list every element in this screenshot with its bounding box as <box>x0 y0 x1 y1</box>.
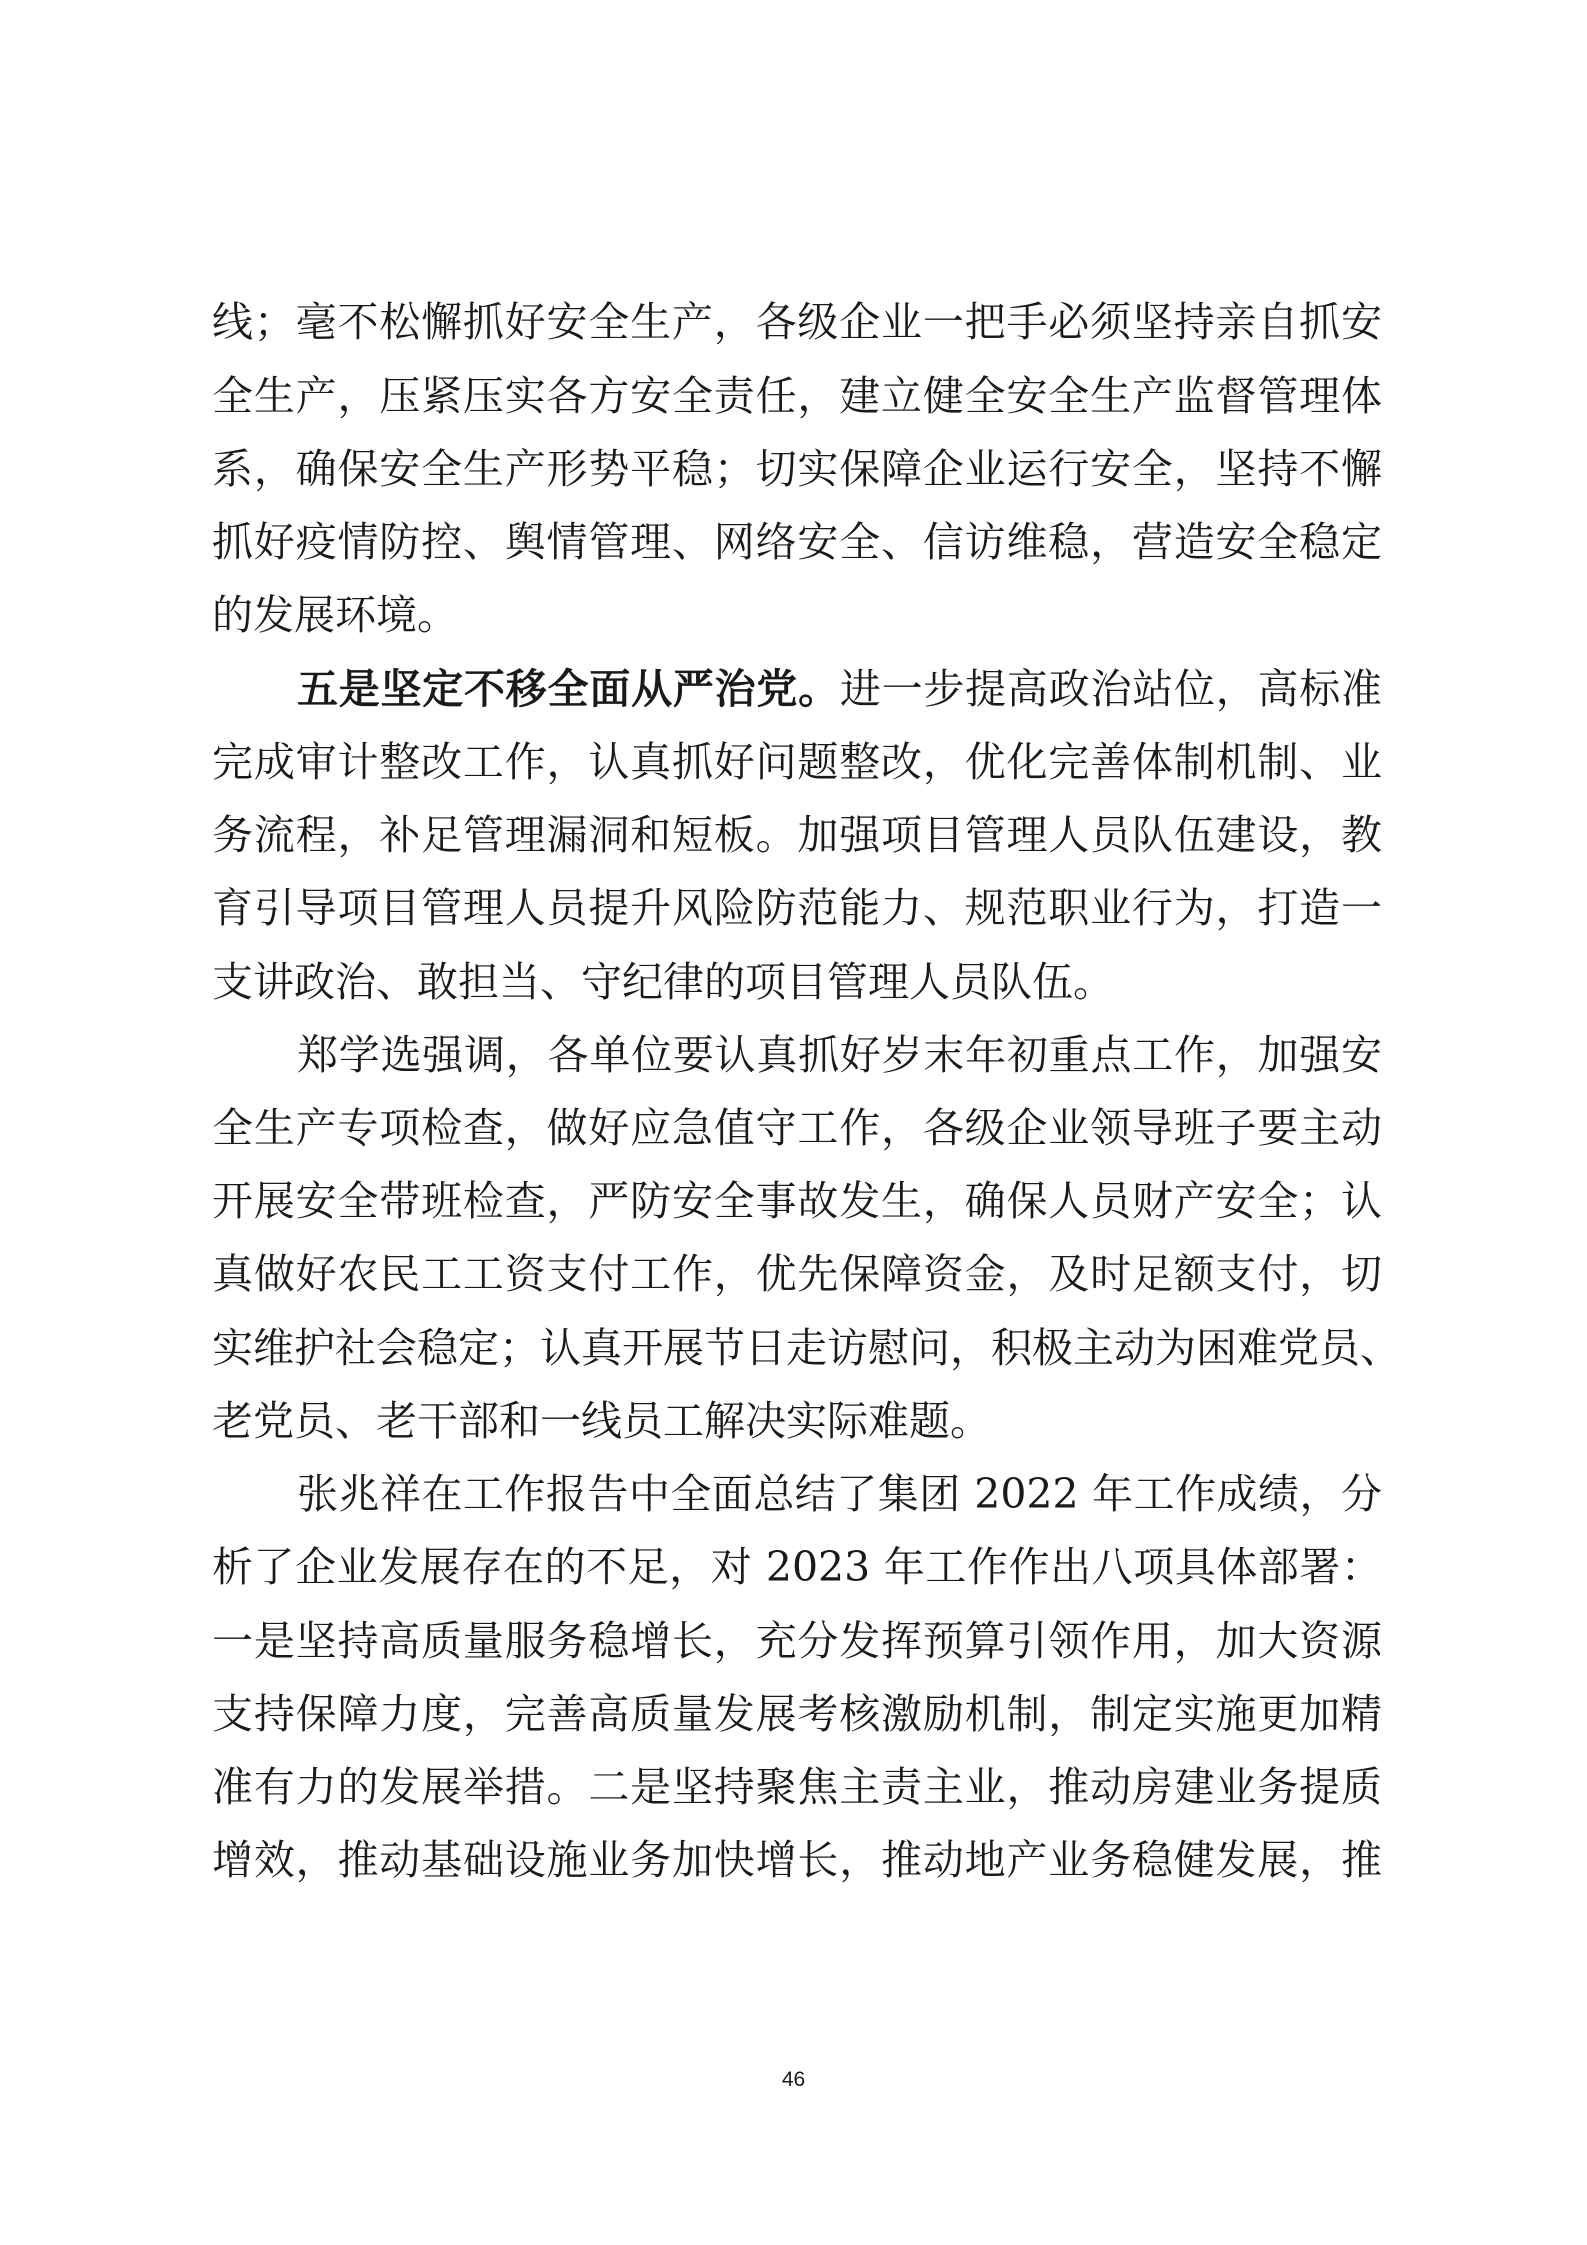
page-number: 46 <box>781 2068 806 2091</box>
text-line: 真做好农民工工资支付工作，优先保障资金，及时足额支付，切 <box>212 1250 1382 1298</box>
text-line: 的发展环境。 <box>212 591 458 639</box>
text-line: 全生产，压紧压实各方安全责任，建立健全安全生产监督管理体 <box>212 372 1382 420</box>
text-line: 全生产专项检查，做好应急值守工作，各级企业领导班子要主动 <box>212 1104 1382 1152</box>
text-line: 务流程，补足管理漏洞和短板。加强项目管理人员队伍建设，教 <box>212 811 1382 859</box>
text-line: 一是坚持高质量服务稳增长，充分发挥预算引领作用，加大资源 <box>212 1617 1382 1665</box>
text-run: 进一步提高政治站位，高标准 <box>839 665 1383 713</box>
section-heading: 五是坚定不移全面从严治党。 <box>297 665 840 713</box>
text-line: 增效，推动基础设施业务加快增长，推动地产业务稳健发展，推 <box>212 1836 1382 1884</box>
text-line: 系，确保安全生产形势平稳；切实保障企业运行安全，坚持不懈 <box>212 445 1382 493</box>
text-line: 老党员、老干部和一线员工解决实际难题。 <box>212 1397 991 1445</box>
text-line: 支讲政治、敢担当、守纪律的项目管理人员队伍。 <box>212 958 1114 1006</box>
text-line: 抓好疫情防控、舆情管理、网络安全、信访维稳，营造安全稳定 <box>212 518 1382 566</box>
text-line: 析了企业发展存在的不足，对 2023 年工作作出八项具体部署： <box>212 1543 1382 1591</box>
text-line: 完成审计整改工作，认真抓好问题整改，优化完善体制机制、业 <box>212 738 1382 786</box>
text-line: 育引导项目管理人员提升风险防范能力、规范职业行为，打造一 <box>212 884 1382 932</box>
text-line: 线；毫不松懈抓好安全生产，各级企业一把手必须坚持亲自抓安 <box>212 298 1382 346</box>
text-line: 支持保障力度，完善高质量发展考核激励机制，制定实施更加精 <box>212 1690 1382 1738</box>
text-line: 开展安全带班检查，严防安全事故发生，确保人员财产安全；认 <box>212 1177 1382 1225</box>
paragraph-first-line: 郑学选强调，各单位要认真抓好岁末年初重点工作，加强安 <box>297 1031 1382 1079</box>
paragraph-first-line <box>297 664 1382 716</box>
paragraph-first-line: 张兆祥在工作报告中全面总结了集团 2022 年工作成绩，分 <box>297 1470 1382 1518</box>
text-line: 准有力的发展举措。二是坚持聚焦主责主业，推动房建业务提质 <box>212 1763 1382 1811</box>
text-line: 实维护社会稳定；认真开展节日走访慰问，积极主动为困难党员、 <box>212 1324 1401 1372</box>
